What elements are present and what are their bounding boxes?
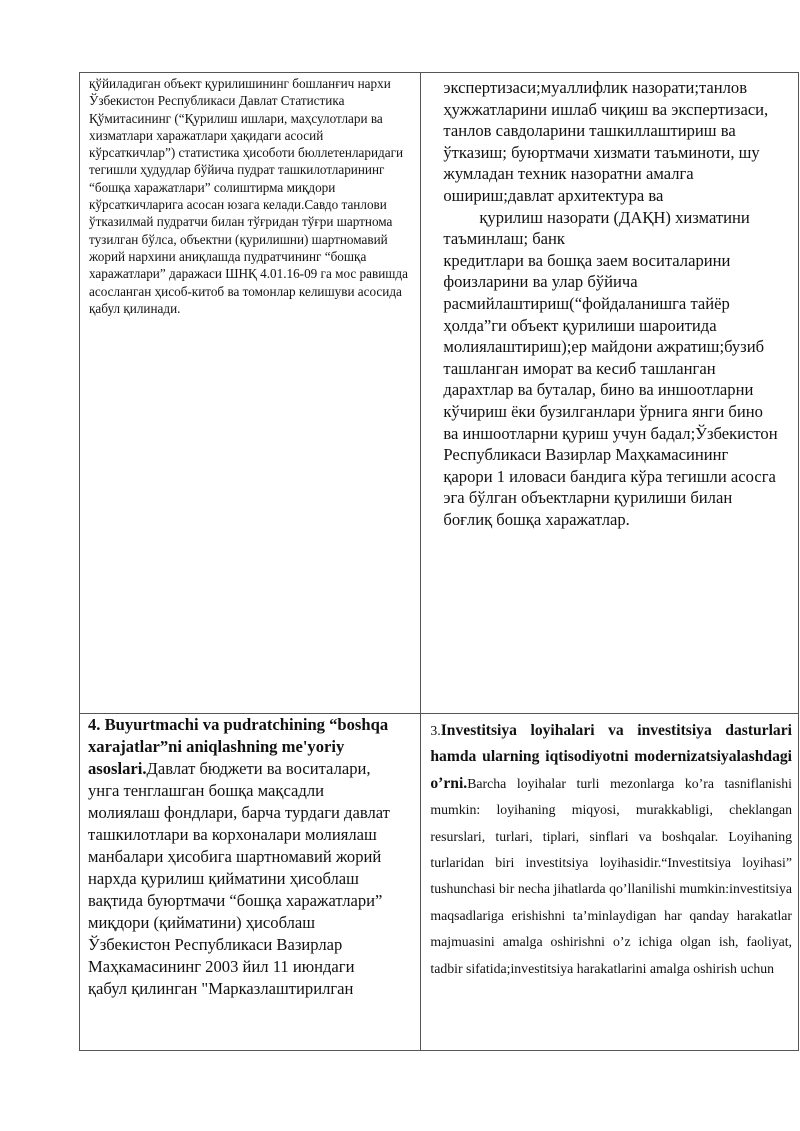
section-3-heading: Investitsiya loyihalari va investitsiya dasturlari hamda ularning iqtisodiyotni modernizatsiyalashdagi o’rni. [430, 722, 792, 792]
paragraph-cost-basis: қўйиладиган объект қурилишининг бошланғич нархи Ўзбекистон Республикаси Давлат Статистика Қўмитасининг (“Қурилиш ишлари, маҳсулотлари ва хизматлари харажатлари ҳақидаги асосий кўрсаткичлар”) статистика ҳисоботи бюллетенларидаги тегишли ҳудудлар бўйича пудрат ташкилотларининг “бошқа харажатлари” солиштирма миқдори кўрсаткичларига асосан юзага келади.Савдо танлови ўтказилмай пудратчи билан тўғридан тўғри шартнома тузилган бўлса, объектни (қурилишни) шартномавий жорий нархини аниқлашда пудратчининг “бошқа харажатлари” даражаси ШНҚ 4.01.16-09 га мос равишда асосланган ҳисоб-китоб ва томонлар келишуви асосида қабул қилинади. [89, 76, 408, 316]
section-4-text [80, 714, 420, 1000]
section-4-heading: 4. Buyurtmachi va pudratchining “boshqa xarajatlar”ni aniqlashning me'yoriy asoslari. [88, 715, 389, 778]
other-expenses-list [421, 73, 798, 530]
section-3-text [421, 714, 798, 982]
paragraph-expenses-c: кредитлари ва бошқа заем воситаларини фоизларини ва улар бўйича расмийлаштириш(“фойдаланишга тайёр ҳолда”ги объект қурилиши шароитида молиялаштириш);ер майдони ажратиш;бузиб ташланган иморат ва кесиб ташланган дарахтлар ва буталар, бино ва иншоотларни кўчириш ёки бузилганлари ўрнига янги бино ва иншоотларни қуриш учун бадал;Ўзбекистон Республикаси Вазирлар Маҳкамасининг қарори 1 иловаси бандига кўра тегишли асосга эга бўлган объектларни қурилиши билан боғлиқ бошқа харажатлар. [443, 250, 778, 529]
section-3-number: 3. [430, 723, 441, 738]
table-cell-right [421, 73, 799, 714]
paragraph-expenses-b: қурилиш назорати (ДАҚН) хизматини таъминлаш; банк [443, 207, 750, 249]
table-cell-left [80, 714, 421, 1051]
paragraph-expenses-a: экспертизаси;муаллифлик назорати;танлов ҳужжатларини ишлаб чиқиш ва экспертизаси, танлов савдоларини ташкиллаштириш ва ўтказиш; буюртмачи хизмати таъминоти, шу жумладан техник назоратни амалга ошириш;давлат архитектура ва [443, 78, 769, 205]
table-cell-right [421, 714, 799, 1051]
table-row [80, 73, 799, 714]
section-3-body: Barcha loyihalar turli mezonlarga ko’ra tasniflanishi mumkin: loyihaning miqyosi, murakkabligi, cheklangan resurslari, turlari, tiplari, sinflari va boshqalar. Loyihaning turlaridan biri investitsiya loyihasidir.“Investitsiya loyihasi” tushunchasi bir necha jihatlarda qo’llanilishi mumkin:investitsiya maqsadlariga erishishni ta’minlaydigan har qanday harakatlar majmuasini amalga oshirishni o’z ichiga olgan ish, faoliyat, tadbir sifatida;investitsiya harakatlarini amalga oshirish uchun [430, 775, 792, 976]
content-table [79, 72, 799, 1051]
table-cell-left [80, 73, 421, 714]
section-4-body: Давлат бюджети ва воситалари, унга тенглашган бошқа мақсадли молиялаш фондлари, барча турдаги давлат ташкилотлари ва корхоналари молиялаш манбалари ҳисобига шартномавий жорий нархда қурилиш қийматини ҳисоблаш вақтида буюртмачи “бошқа харажатлари” миқдори (қийматини) ҳисоблаш Ўзбекистон Республикаси Вазирлар Маҳкамасининг 2003 йил 11 июндаги қабул қилинган "Марказлаштирилган [88, 759, 390, 998]
table-row [80, 714, 799, 1051]
